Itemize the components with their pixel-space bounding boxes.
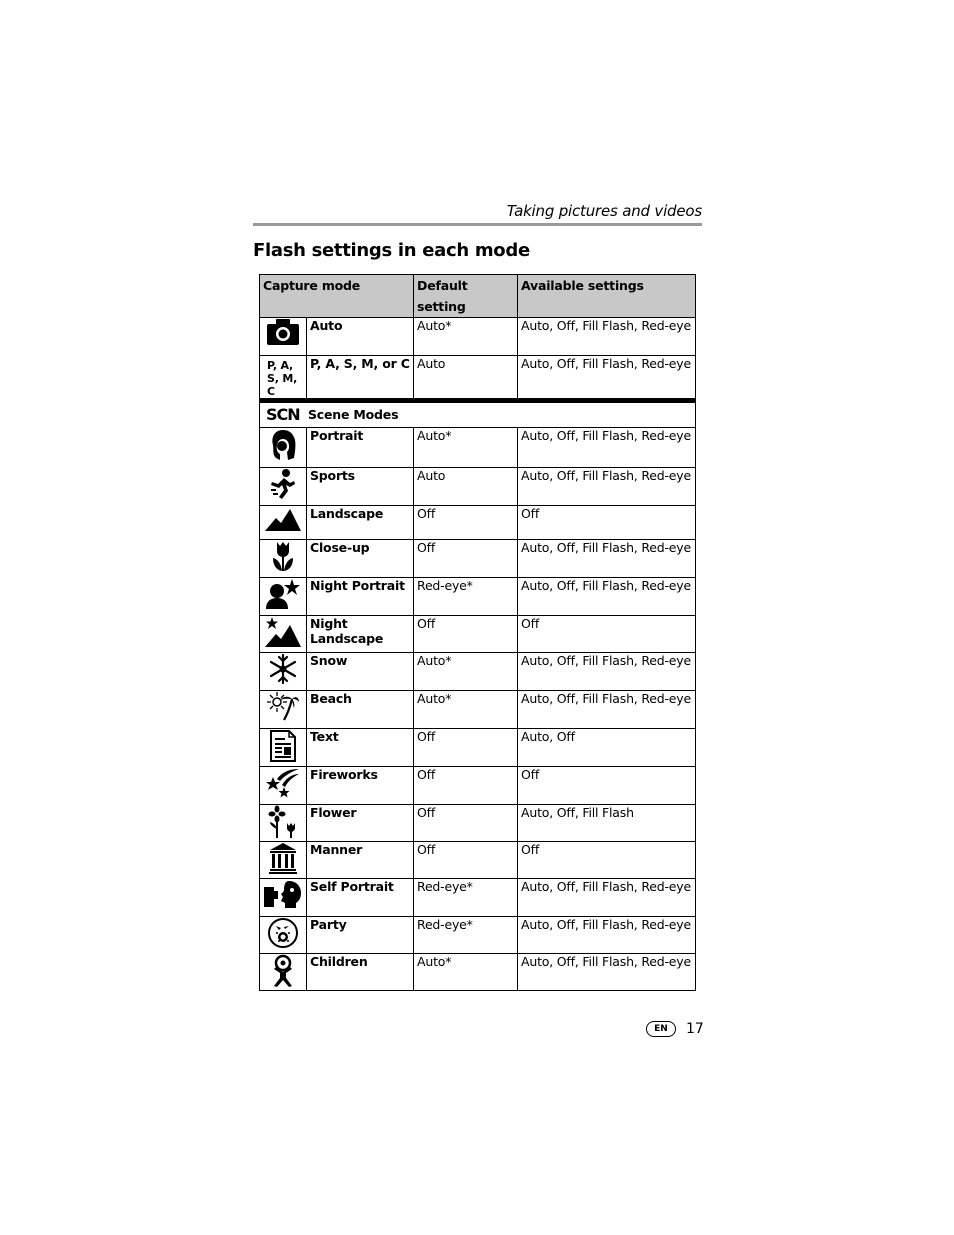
- page-number: 17: [686, 1021, 704, 1037]
- mode-icon-cell: [260, 468, 307, 506]
- mode-name: Night Landscape: [307, 616, 414, 653]
- mode-icon-cell: [260, 540, 307, 578]
- table-row: [260, 691, 696, 729]
- landscape-icon: [264, 506, 302, 532]
- table-row: [260, 954, 696, 991]
- section-title: Flash settings in each mode: [253, 240, 530, 261]
- night-landscape-icon: [264, 616, 302, 648]
- scene-modes-label: Scene Modes: [308, 407, 399, 422]
- mode-name: Self Portrait: [307, 879, 414, 917]
- table-row: [260, 616, 696, 653]
- default-setting: Red-eye*: [414, 578, 518, 616]
- default-setting: Off: [414, 616, 518, 653]
- table-row: [260, 540, 696, 578]
- snow-icon: [267, 653, 299, 685]
- default-setting: Off: [414, 540, 518, 578]
- available-settings: Auto, Off, Fill Flash, Red-eye: [518, 954, 696, 991]
- text-icon: [269, 729, 297, 763]
- flower-icon: [267, 805, 299, 839]
- available-settings: Auto, Off, Fill Flash, Red-eye: [518, 428, 696, 468]
- manner-icon: [268, 842, 298, 874]
- default-setting: Auto*: [414, 318, 518, 356]
- header-rule: [253, 223, 702, 226]
- mode-name: Landscape: [307, 506, 414, 540]
- mode-name: Beach: [307, 691, 414, 729]
- mode-name: Flower: [307, 805, 414, 842]
- mode-icon-cell: [260, 428, 307, 468]
- mode-icon-cell: [260, 578, 307, 616]
- available-settings: Auto, Off, Fill Flash, Red-eye: [518, 540, 696, 578]
- default-setting: Red-eye*: [414, 917, 518, 954]
- mode-name: Sports: [307, 468, 414, 506]
- mode-name: Text: [307, 729, 414, 767]
- mode-icon-cell: [260, 917, 307, 954]
- mode-icon-cell: [260, 318, 307, 356]
- mode-name: Children: [307, 954, 414, 991]
- table-row: [260, 879, 696, 917]
- available-settings: Off: [518, 767, 696, 805]
- pasm-mode-label: P, A, S, M, C: [267, 359, 298, 398]
- mode-name: Auto: [307, 318, 414, 356]
- available-settings: Auto, Off, Fill Flash, Red-eye: [518, 578, 696, 616]
- table-row: [260, 805, 696, 842]
- mode-icon-cell: [260, 767, 307, 805]
- children-icon: [270, 954, 296, 988]
- mode-icon-cell: [260, 653, 307, 691]
- table-row: [260, 767, 696, 805]
- camera-icon: [266, 318, 300, 346]
- mode-icon-cell: [260, 691, 307, 729]
- table-row: [260, 578, 696, 616]
- portrait-icon: [268, 428, 298, 462]
- beach-icon: [266, 691, 300, 721]
- available-settings: Auto, Off, Fill Flash, Red-eye: [518, 468, 696, 506]
- table-header-row: [260, 275, 696, 318]
- mode-name: Night Portrait: [307, 578, 414, 616]
- mode-icon-cell: [260, 879, 307, 917]
- available-settings: Auto, Off, Fill Flash, Red-eye: [518, 356, 696, 401]
- scn-mode-icon: SCN: [266, 405, 300, 424]
- header-capture-mode: Capture mode: [260, 275, 414, 318]
- available-settings: Auto, Off, Fill Flash, Red-eye: [518, 879, 696, 917]
- table-row: [260, 318, 696, 356]
- fireworks-icon: [265, 767, 301, 799]
- mode-name: Snow: [307, 653, 414, 691]
- party-icon: [267, 917, 299, 949]
- mode-name: Portrait: [307, 428, 414, 468]
- default-setting: Off: [414, 805, 518, 842]
- scene-modes-header: [260, 401, 696, 428]
- self-portrait-icon: [263, 879, 303, 909]
- default-setting: Auto*: [414, 691, 518, 729]
- mode-icon-cell: [260, 616, 307, 653]
- default-setting: Off: [414, 842, 518, 879]
- language-badge: EN: [646, 1021, 676, 1037]
- table-row: [260, 356, 696, 401]
- close-up-icon: [270, 540, 296, 572]
- default-setting: Auto: [414, 468, 518, 506]
- available-settings: Auto, Off, Fill Flash: [518, 805, 696, 842]
- available-settings: Auto, Off: [518, 729, 696, 767]
- mode-icon-cell: [260, 842, 307, 879]
- default-setting: Auto*: [414, 428, 518, 468]
- available-settings: Auto, Off, Fill Flash, Red-eye: [518, 318, 696, 356]
- table-row: [260, 506, 696, 540]
- table-row: [260, 842, 696, 879]
- mode-name: Fireworks: [307, 767, 414, 805]
- default-setting: Off: [414, 767, 518, 805]
- default-setting: Off: [414, 506, 518, 540]
- table-row: [260, 428, 696, 468]
- flash-settings-table: [259, 274, 696, 991]
- mode-name: Close-up: [307, 540, 414, 578]
- mode-icon-cell: [260, 506, 307, 540]
- table-row: [260, 917, 696, 954]
- page-footer: [646, 1021, 704, 1037]
- mode-icon-cell: [260, 805, 307, 842]
- available-settings: Off: [518, 506, 696, 540]
- running-head: Taking pictures and videos: [506, 202, 702, 220]
- mode-name: Party: [307, 917, 414, 954]
- default-setting: Auto: [414, 356, 518, 401]
- available-settings: Auto, Off, Fill Flash, Red-eye: [518, 691, 696, 729]
- scene-modes-header-row: [260, 401, 696, 428]
- night-portrait-icon: [265, 578, 301, 610]
- mode-icon-cell: [260, 954, 307, 991]
- available-settings: Auto, Off, Fill Flash, Red-eye: [518, 917, 696, 954]
- available-settings: Auto, Off, Fill Flash, Red-eye: [518, 653, 696, 691]
- mode-icon-cell: [260, 356, 307, 401]
- mode-name: P, A, S, M, or C: [307, 356, 414, 401]
- sports-icon: [268, 468, 298, 500]
- mode-name: Manner: [307, 842, 414, 879]
- default-setting: Off: [414, 729, 518, 767]
- available-settings: Off: [518, 616, 696, 653]
- header-default-setting: Default setting: [414, 275, 518, 318]
- mode-icon-cell: [260, 729, 307, 767]
- table-row: [260, 729, 696, 767]
- header-available-settings: Available settings: [518, 275, 696, 318]
- table-row: [260, 468, 696, 506]
- default-setting: Auto*: [414, 954, 518, 991]
- available-settings: Off: [518, 842, 696, 879]
- default-setting: Red-eye*: [414, 879, 518, 917]
- table-row: [260, 653, 696, 691]
- default-setting: Auto*: [414, 653, 518, 691]
